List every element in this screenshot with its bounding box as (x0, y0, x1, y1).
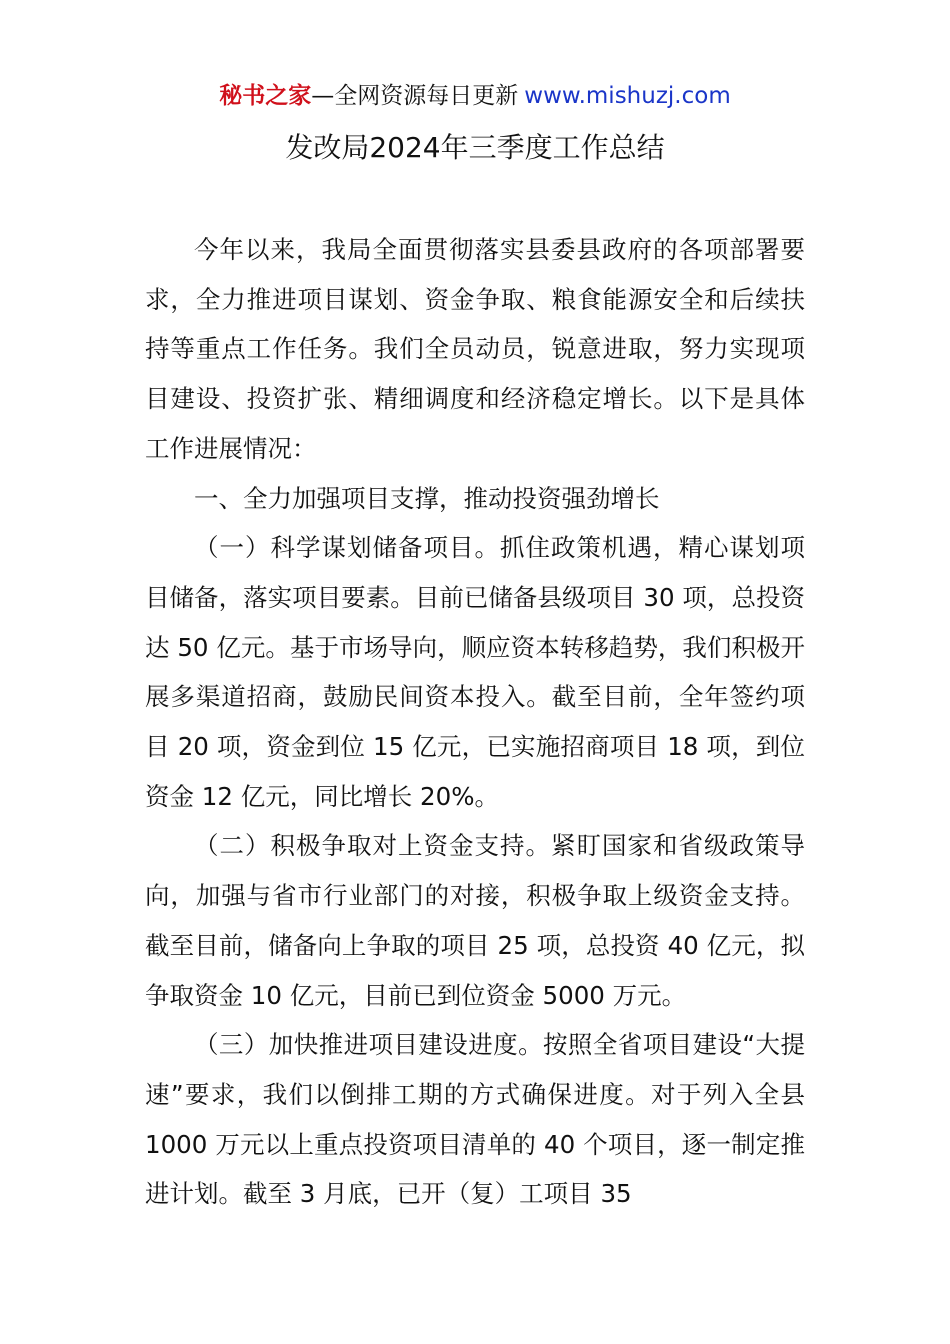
document-title: 发改局2024年三季度工作总结 (285, 131, 665, 164)
body-paragraph: （一）科学谋划储备项目。抓住政策机遇，精心谋划项目储备，落实项目要素。目前已储备县级项目 30 项，总投资达 50 亿元。基于市场导向，顺应资本转移趋势，我们积极开展多渠道招商，鼓励民间资本投入。截至目前，全年签约项目 20 项，资金到位 15 亿元，已实施招商项目 18 项，到位资金 12 亿元，同比增长 20%。 (145, 533, 805, 811)
body-paragraph: （二）积极争取对上资金支持。紧盯国家和省级政策导向，加强与省市行业部门的对接，积极争取上级资金支持。截至目前，储备向上争取的项目 25 项，总投资 40 亿元，拟争取资金 10 亿元，目前已到位资金 5000 万元。 (145, 831, 805, 1010)
section-heading: 一、全力加强项目支撑，推动投资强劲增长 (194, 483, 660, 513)
intro-paragraph: 今年以来，我局全面贯彻落实县委县政府的各项部署要求，全力推进项目谋划、资金争取、粮食能源安全和后续扶持等重点工作任务。我们全员动员，锐意进取，努力实现项目建设、投资扩张、精细调度和经济稳定增长。以下是具体工作进展情况： (145, 235, 805, 463)
body-paragraph: （三）加快推进项目建设进度。按照全省项目建设“大提速”要求，我们以倒排工期的方式确保进度。对于列入全县 1000 万元以上重点投资项目清单的 40 个项目，逐一制定推进计划。截至 3 月底，已开（复）工项目 35 (145, 1030, 805, 1209)
site-url-link[interactable]: www.mishuzj.com (524, 83, 731, 109)
header-tagline: —全网资源每日更新 (311, 83, 519, 109)
document-body (145, 225, 805, 1219)
brand-name: 秘书之家 (219, 83, 312, 109)
site-header (0, 80, 950, 112)
